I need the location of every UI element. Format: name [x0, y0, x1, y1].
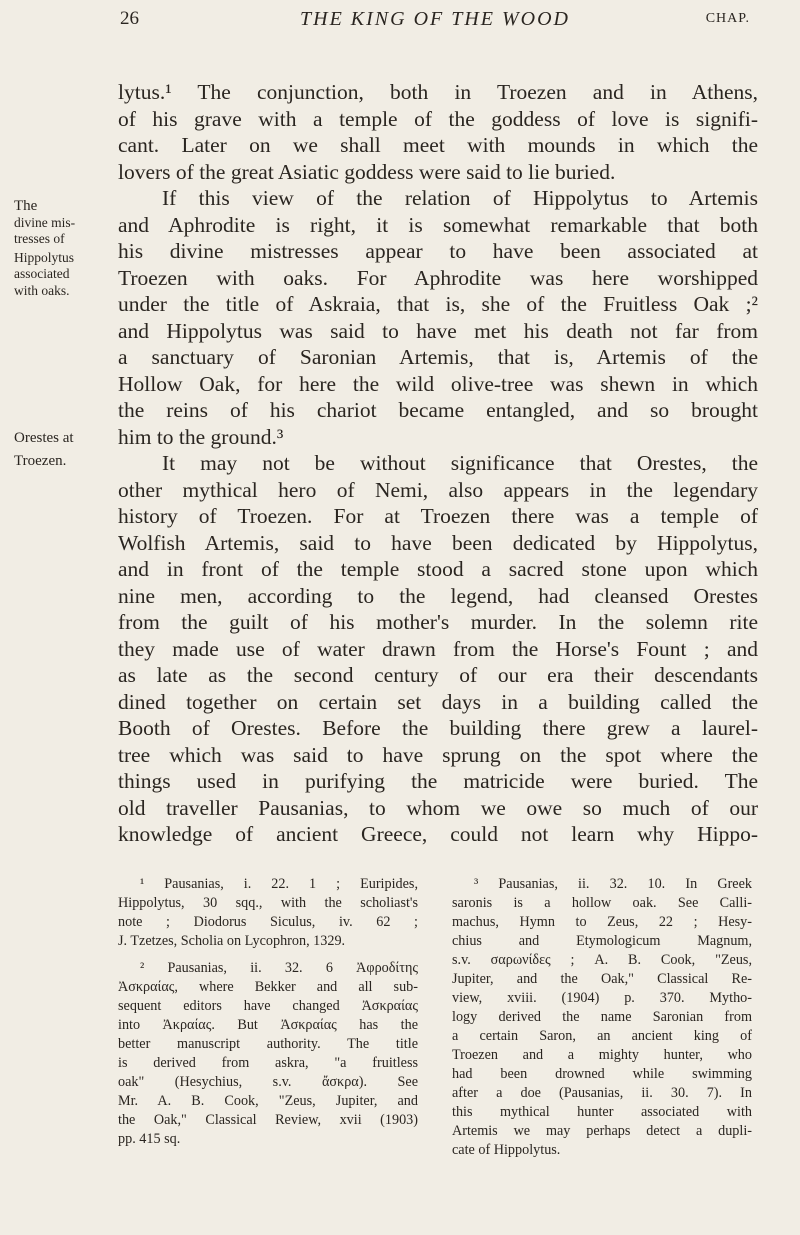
footnote-line: a certain Saron, an ancient king of: [452, 1028, 752, 1044]
footnote-line: cate of Hippolytus.: [452, 1142, 561, 1158]
footnote-line: is derived from askra, "a fruitless: [118, 1055, 418, 1071]
text-line: Booth of Orestes. Before the building there grew a laurel-: [118, 716, 758, 740]
text-line: cant. Later on we shall meet with mounds in which the: [118, 133, 758, 157]
margin-note-line: tresses of: [14, 231, 65, 246]
text-line: Hollow Oak, for here the wild olive-tree was shewn in which: [118, 371, 758, 396]
text-line: It may not be without significance that Orestes, the: [162, 451, 758, 475]
text-line: a sanctuary of Saronian Artemis, that is, Artemis of the: [118, 345, 758, 369]
footnote-line: oak" (Hesychius, s.v. ἄσκρα). See: [118, 1074, 418, 1090]
footnote-line: Artemis we may perhaps detect a dupli-: [452, 1123, 752, 1139]
footnote-line: sequent editors have changed Ἀσκραίας: [118, 998, 418, 1014]
text-line: Troezen with oaks. For Aphrodite was here worshipped: [118, 265, 758, 290]
text-line: as late as the second century of our era their descendants: [118, 663, 758, 687]
footnote-line: machus, Hymn to Zeus, 22 ; Hesy-: [452, 914, 752, 930]
running-title: THE KING OF THE WOOD: [300, 8, 570, 30]
text-line: him to the ground.³: [118, 424, 284, 449]
footnote-line: pp. 415 sq.: [118, 1131, 181, 1147]
footnote-line: Mr. A. B. Cook, "Zeus, Jupiter, and: [118, 1093, 418, 1109]
text-line: nine men, according to the legend, had cleansed Orestes: [118, 583, 758, 608]
text-line: lytus.¹ The conjunction, both in Troezen and in Athens,: [118, 80, 758, 104]
margin-note-line: Troezen.: [14, 452, 67, 469]
footnote-line: s.v. σαρωνίδες ; A. B. Cook, "Zeus,: [452, 952, 752, 968]
text-line: Wolfish Artemis, said to have been dedicated by Hippolytus,: [118, 530, 758, 555]
margin-note-mistresses: [14, 198, 110, 299]
margin-note-line: The: [14, 198, 38, 214]
footnote-line: ³ Pausanias, ii. 32. 10. In Greek: [474, 876, 752, 892]
page-header: [120, 8, 750, 38]
chapter-mark: CHAP.: [705, 11, 750, 26]
footnote-line: this mythical hunter associated with: [452, 1104, 752, 1120]
text-line: things used in purifying the matricide were buried. The: [118, 769, 758, 793]
page-number: 26: [120, 8, 139, 29]
text-line: tree which was said to have sprung on the spot where the: [118, 742, 758, 767]
margin-note-orestes: [14, 430, 110, 469]
footnote-line: J. Tzetzes, Scholia on Lycophron, 1329.: [118, 933, 346, 949]
footnote-line: logy derived the name Saronian from: [452, 1009, 752, 1025]
text-line: If this view of the relation of Hippolytus to Artemis: [162, 186, 758, 210]
footnote-line: better manuscript authority. The title: [118, 1036, 418, 1052]
text-line: other mythical hero of Nemi, also appears in the legendary: [118, 477, 758, 502]
text-line: and Aphrodite is right, it is somewhat remarkable that both: [118, 212, 758, 237]
footnote-line: the Oak," Classical Review, xvii (1903): [118, 1112, 418, 1128]
footnote-line: ¹ Pausanias, i. 22. 1 ; Euripides,: [140, 876, 418, 892]
margin-note-line: associated: [14, 266, 70, 281]
footnote-line: ² Pausanias, ii. 32. 6 Ἀφροδίτης: [140, 960, 418, 976]
margin-note-line: Orestes at: [14, 430, 74, 446]
footnote-line: view, xviii. (1904) p. 370. Mytho-: [452, 990, 752, 1006]
text-line: the reins of his chariot became entangled, and so brought: [118, 398, 758, 422]
text-line: his divine mistresses appear to have been associated at: [118, 239, 758, 263]
text-line: from the guilt of his mother's murder. In the solemn rite: [118, 610, 758, 634]
text-line: lovers of the great Asiatic goddess were said to lie buried.: [118, 159, 616, 184]
margin-note-line: with oaks.: [14, 282, 70, 298]
text-line: knowledge of ancient Greece, could not learn why Hippo-: [118, 822, 758, 846]
margin-note-line: divine mis-: [14, 214, 76, 230]
text-line: under the title of Askraia, that is, she of the Fruitless Oak ;²: [118, 292, 758, 316]
text-line: and in front of the temple stood a sacred stone upon which: [118, 557, 758, 581]
text-line: dined together on certain set days in a building called the: [118, 689, 758, 714]
footnote-line: chius and Etymologicum Magnum,: [452, 933, 752, 949]
text-line: and Hippolytus was said to have met his death not far from: [118, 318, 758, 343]
footnote-line: Troezen and a mighty hunter, who: [452, 1047, 752, 1063]
footnote-line: Ἀσκραίας, where Bekker and all sub-: [118, 979, 418, 995]
text-line: of his grave with a temple of the goddess of love is signifi-: [118, 106, 758, 131]
text-line: they made use of water drawn from the Horse's Fount ; and: [118, 636, 758, 661]
footnote-line: Hippolytus, 30 sqq., with the scholiast's: [118, 895, 418, 911]
footnote-line: into Ἀκραίας. But Ἀσκραίας has the: [118, 1017, 418, 1033]
footnote-line: note ; Diodorus Siculus, iv. 62 ;: [118, 914, 418, 930]
footnote-line: had been drowned while swimming: [452, 1066, 752, 1082]
text-line: history of Troezen. For at Troezen there was a temple of: [118, 504, 758, 528]
footnote-line: after a doe (Pausanias, ii. 30. 7). In: [452, 1085, 752, 1101]
footnote-line: saronis is a hollow oak. See Calli-: [452, 895, 752, 911]
footnote-line: Jupiter, and the Oak," Classical Re-: [452, 971, 752, 987]
margin-note-line: Hippolytus: [14, 249, 75, 265]
text-line: old traveller Pausanias, to whom we owe so much of our: [118, 795, 758, 820]
